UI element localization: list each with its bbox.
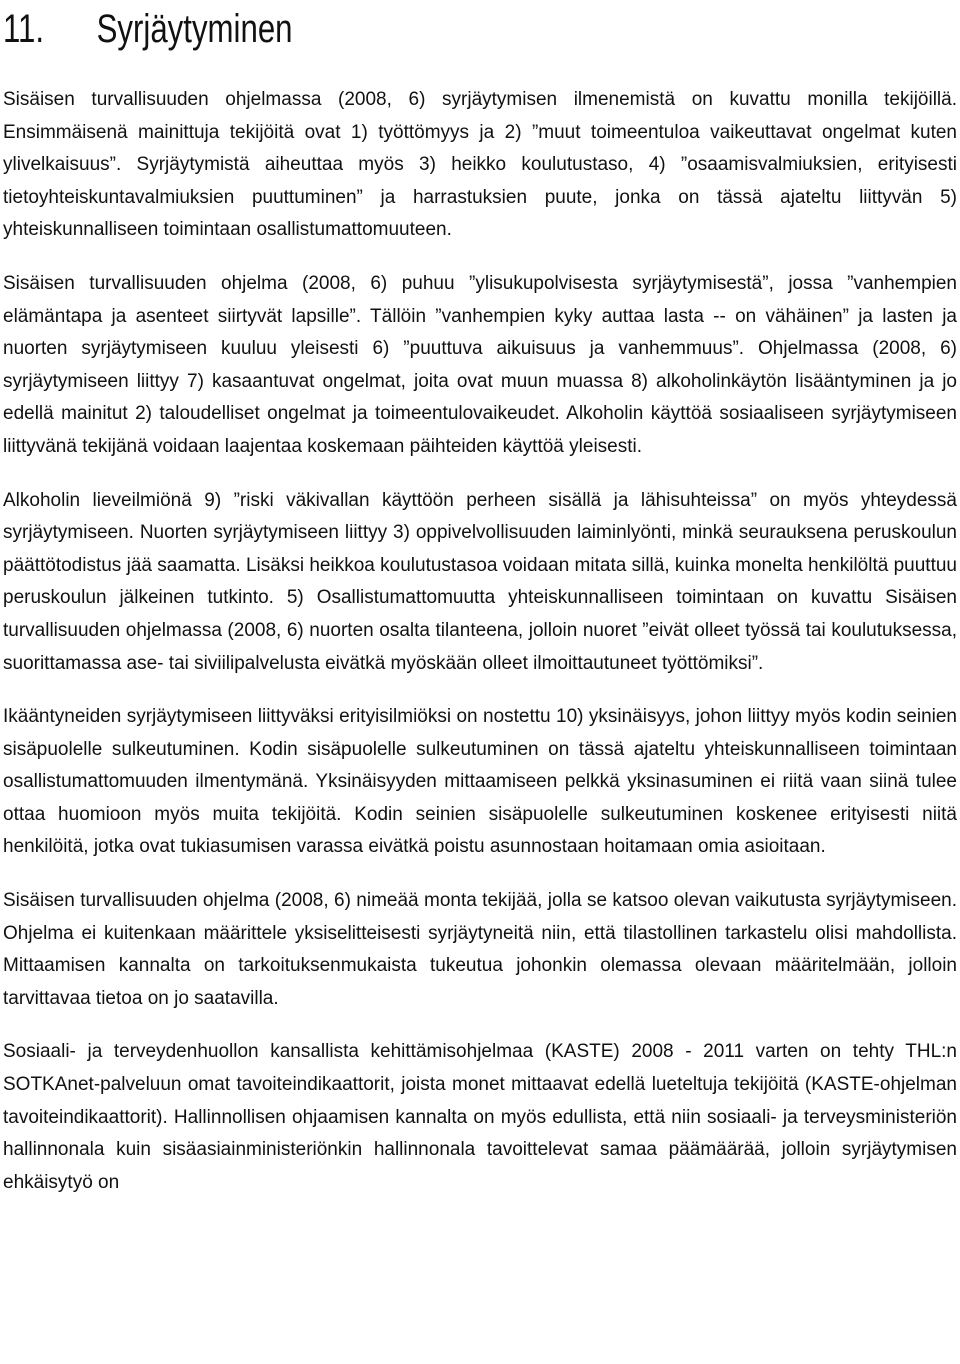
paragraph-6: Sosiaali- ja terveydenhuollon kansallista kehittämisohjelmaa (KASTE) 2008 - 2011 varten on tehty THL:n SOTKAnet-palveluun omat tavoiteindikaattorit, joista monet mittaavat edellä lueteltuja tekijöitä (KASTE-ohjelman tavoiteindikaattorit). Hallinnollisen ohjaamisen kannalta on myös edullista, että niin sosiaali- ja terveysministeriön hallinnonala kuin sisäasiainministeriönkin hallinnonala tavoittelevat samaa päämäärää, jolloin syrjäytymisen ehkäisytyö on xyxy=(3,1041,957,1193)
paragraph-4: Ikääntyneiden syrjäytymiseen liittyväksi erityisilmiöksi on nostettu 10) yksinäisyys, johon liittyy myös kodin seinien sisäpuolelle sulkeutuminen. Kodin sisäpuolelle sulkeutuminen on tässä ajateltu yhteiskunnalliseen toimintaan osallistumattomuuden ilmentymänä. Yksinäisyyden mittaamiseen pelkkä yksinasuminen ei riitä vaan siinä tulee ottaa huomioon myös muita tekijöitä. Kodin seinien sisäpuolelle sulkeutuminen koskenee erityisesti niitä henkilöitä, jotka ovat tukiasumisen varassa eivätkä poistu asunnostaan hoitamaan omia asioitaan. xyxy=(3,706,957,858)
paragraph-1: Sisäisen turvallisuuden ohjelmassa (2008, 6) syrjäytymisen ilmenemistä on kuvattu monilla tekijöillä. Ensimmäisenä mainittuja tekijöitä ovat 1) työttömyys ja 2) ”muut toimeentuloa vaikeuttavat ongelmat kuten ylivelkaisuus”. Syrjäytymistä aiheuttaa myös 3) heikko koulutustaso, 4) ”osaamisvalmiuksien, erityisesti tietoyhteiskuntavalmiuksien puuttuminen” ja harrastuksien puute, jonka on tässä ajateltu liittyvän 5) yhteiskunnalliseen toimintaan osallistumattomuuteen. xyxy=(3,89,957,241)
paragraph-2: Sisäisen turvallisuuden ohjelma (2008, 6) puhuu ”ylisukupolvisesta syrjäytymisestä”, jossa ”vanhempien elämäntapa ja asenteet siirtyvät lapsille”. Tällöin ”vanhempien kyky auttaa lasta -- on vähäinen” ja lasten ja nuorten syrjäytymiseen kuuluu yleisesti 6) ”puuttuva aikuisuus ja vanhemmuus”. Ohjelmassa (2008, 6) syrjäytymiseen liittyy 7) kasaantuvat ongelmat, joita ovat muun muassa 8) alkoholinkäytön lisääntyminen ja jo edellä mainitut 2) taloudelliset ongelmat ja toimeentulovaikeudet. Alkoholin käyttöä sosiaaliseen syrjäytymiseen liittyvänä tekijänä voidaan laajentaa koskemaan päihteiden käyttöä yleisesti. xyxy=(3,272,957,457)
document-page xyxy=(3,0,957,1199)
chapter-heading xyxy=(3,0,747,58)
paragraph-5: Sisäisen turvallisuuden ohjelma (2008, 6) nimeää monta tekijää, jolla se katsoo olevan vaikutusta syrjäytymiseen. Ohjelma ei kuitenkaan määrittele yksiselitteisesti syrjäytyneitä niin, että tilastollinen tarkastelu olisi mahdollista. Mittaamisen kannalta on tarkoituksenmukaista tukeutua johonkin olemassa olevaan määritelmään, jolloin tarvittavaa tietoa on jo saatavilla. xyxy=(3,890,957,1009)
chapter-number: 11. xyxy=(3,7,45,51)
paragraph-3: Alkoholin lieveilmiönä 9) ”riski väkivallan käyttöön perheen sisällä ja lähisuhteissa” on myös yhteydessä syrjäytymiseen. Nuorten syrjäytymiseen liittyy 3) oppivelvollisuuden laiminlyönti, minkä seurauksena peruskoulun päättötodistus jää saamatta. Lisäksi heikkoa koulutustasoa voidaan mitata sillä, kuinka monelta henkilöltä puuttuu peruskoulun jälkeinen tutkinto. 5) Osallistumattomuutta yhteiskunnalliseen toimintaan on kuvattu Sisäisen turvallisuuden ohjelmassa (2008, 6) nuorten osalta tilanteena, jolloin nuoret ”eivät olleet työssä tai koulutuksessa, suorittamassa ase- tai siviilipalvelusta eivätkä myöskään olleet ilmoittautuneet työttömiksi”. xyxy=(3,489,957,674)
chapter-title: Syrjäytyminen xyxy=(96,7,293,51)
